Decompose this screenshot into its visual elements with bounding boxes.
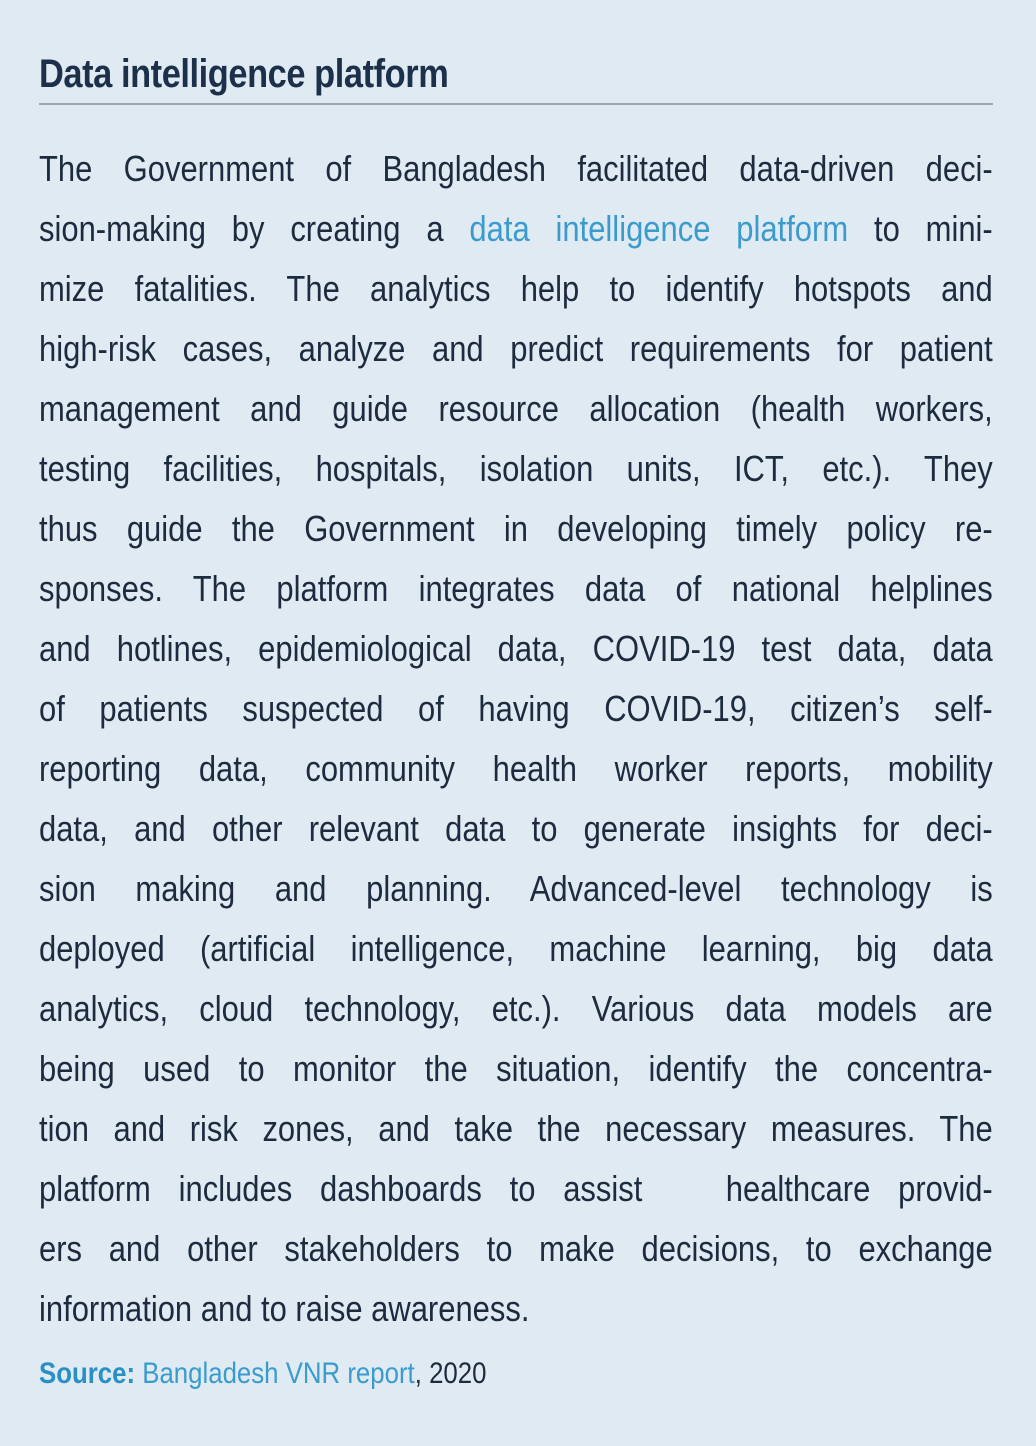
text-segment: information and to raise awareness.	[39, 1288, 530, 1329]
text-line	[39, 499, 993, 559]
text-segment: sion making and planning. Advanced-level technology is	[39, 868, 993, 909]
text-segment: testing facilities, hospitals, isolation units, ICT, etc.). They	[39, 448, 993, 489]
text-segment: analytics, cloud technology, etc.). Various data models are	[39, 988, 993, 1029]
text-line	[39, 259, 993, 319]
text-segment: of patients suspected of having COVID-19, citizen’s self-	[39, 688, 993, 729]
text-line	[39, 1279, 993, 1339]
text-segment: sion-making by creating a	[39, 208, 470, 249]
text-line	[39, 859, 993, 919]
text-line	[39, 199, 993, 259]
text-segment: and hotlines, epidemiological data, COVID-19 test data, data	[39, 628, 993, 669]
text-segment: thus guide the Government in developing timely policy re-	[39, 508, 993, 549]
source-label: Source:	[39, 1357, 136, 1390]
title-divider	[39, 103, 993, 105]
text-line	[39, 799, 993, 859]
text-segment: deployed (artificial intelligence, machine learning, big data	[39, 928, 993, 969]
box-title: Data intelligence platform	[39, 52, 449, 96]
text-line	[39, 679, 993, 739]
text-line	[39, 559, 993, 619]
source-link[interactable]: Bangladesh VNR report	[142, 1357, 415, 1390]
text-segment: data, and other relevant data to generate insights for deci-	[39, 808, 993, 849]
text-line	[39, 979, 993, 1039]
source-line	[39, 1352, 486, 1396]
body-paragraph	[39, 139, 993, 1339]
text-segment: ers and other stakeholders to make decisions, to exchange	[39, 1228, 993, 1269]
source-suffix: , 2020	[414, 1357, 487, 1390]
text-line	[39, 1219, 993, 1279]
text-line	[39, 439, 993, 499]
text-segment: reporting data, community health worker reports, mobility	[39, 748, 993, 789]
text-segment: The Government of Bangladesh facilitated data-driven deci-	[39, 148, 993, 189]
text-segment: to mini-	[848, 208, 993, 249]
text-line	[39, 1159, 993, 1219]
text-line	[39, 1099, 993, 1159]
text-line	[39, 1039, 993, 1099]
text-segment: management and guide resource allocation (health workers,	[39, 388, 993, 429]
text-line	[39, 319, 993, 379]
text-line	[39, 619, 993, 679]
text-segment: mize fatalities. The analytics help to identify hotspots and	[39, 268, 993, 309]
text-segment: sponses. The platform integrates data of national helplines	[39, 568, 993, 609]
text-line	[39, 739, 993, 799]
inline-link[interactable]: data intelligence platform	[469, 208, 849, 249]
text-segment: tion and risk zones, and take the necessary measures. The	[39, 1108, 993, 1149]
text-line	[39, 139, 993, 199]
text-segment: platform includes dashboards to assist healthcare provid-	[39, 1168, 993, 1209]
text-segment: being used to monitor the situation, identify the concentra-	[39, 1048, 993, 1089]
text-line	[39, 919, 993, 979]
text-line	[39, 379, 993, 439]
text-segment: high-risk cases, analyze and predict requirements for patient	[39, 328, 993, 369]
